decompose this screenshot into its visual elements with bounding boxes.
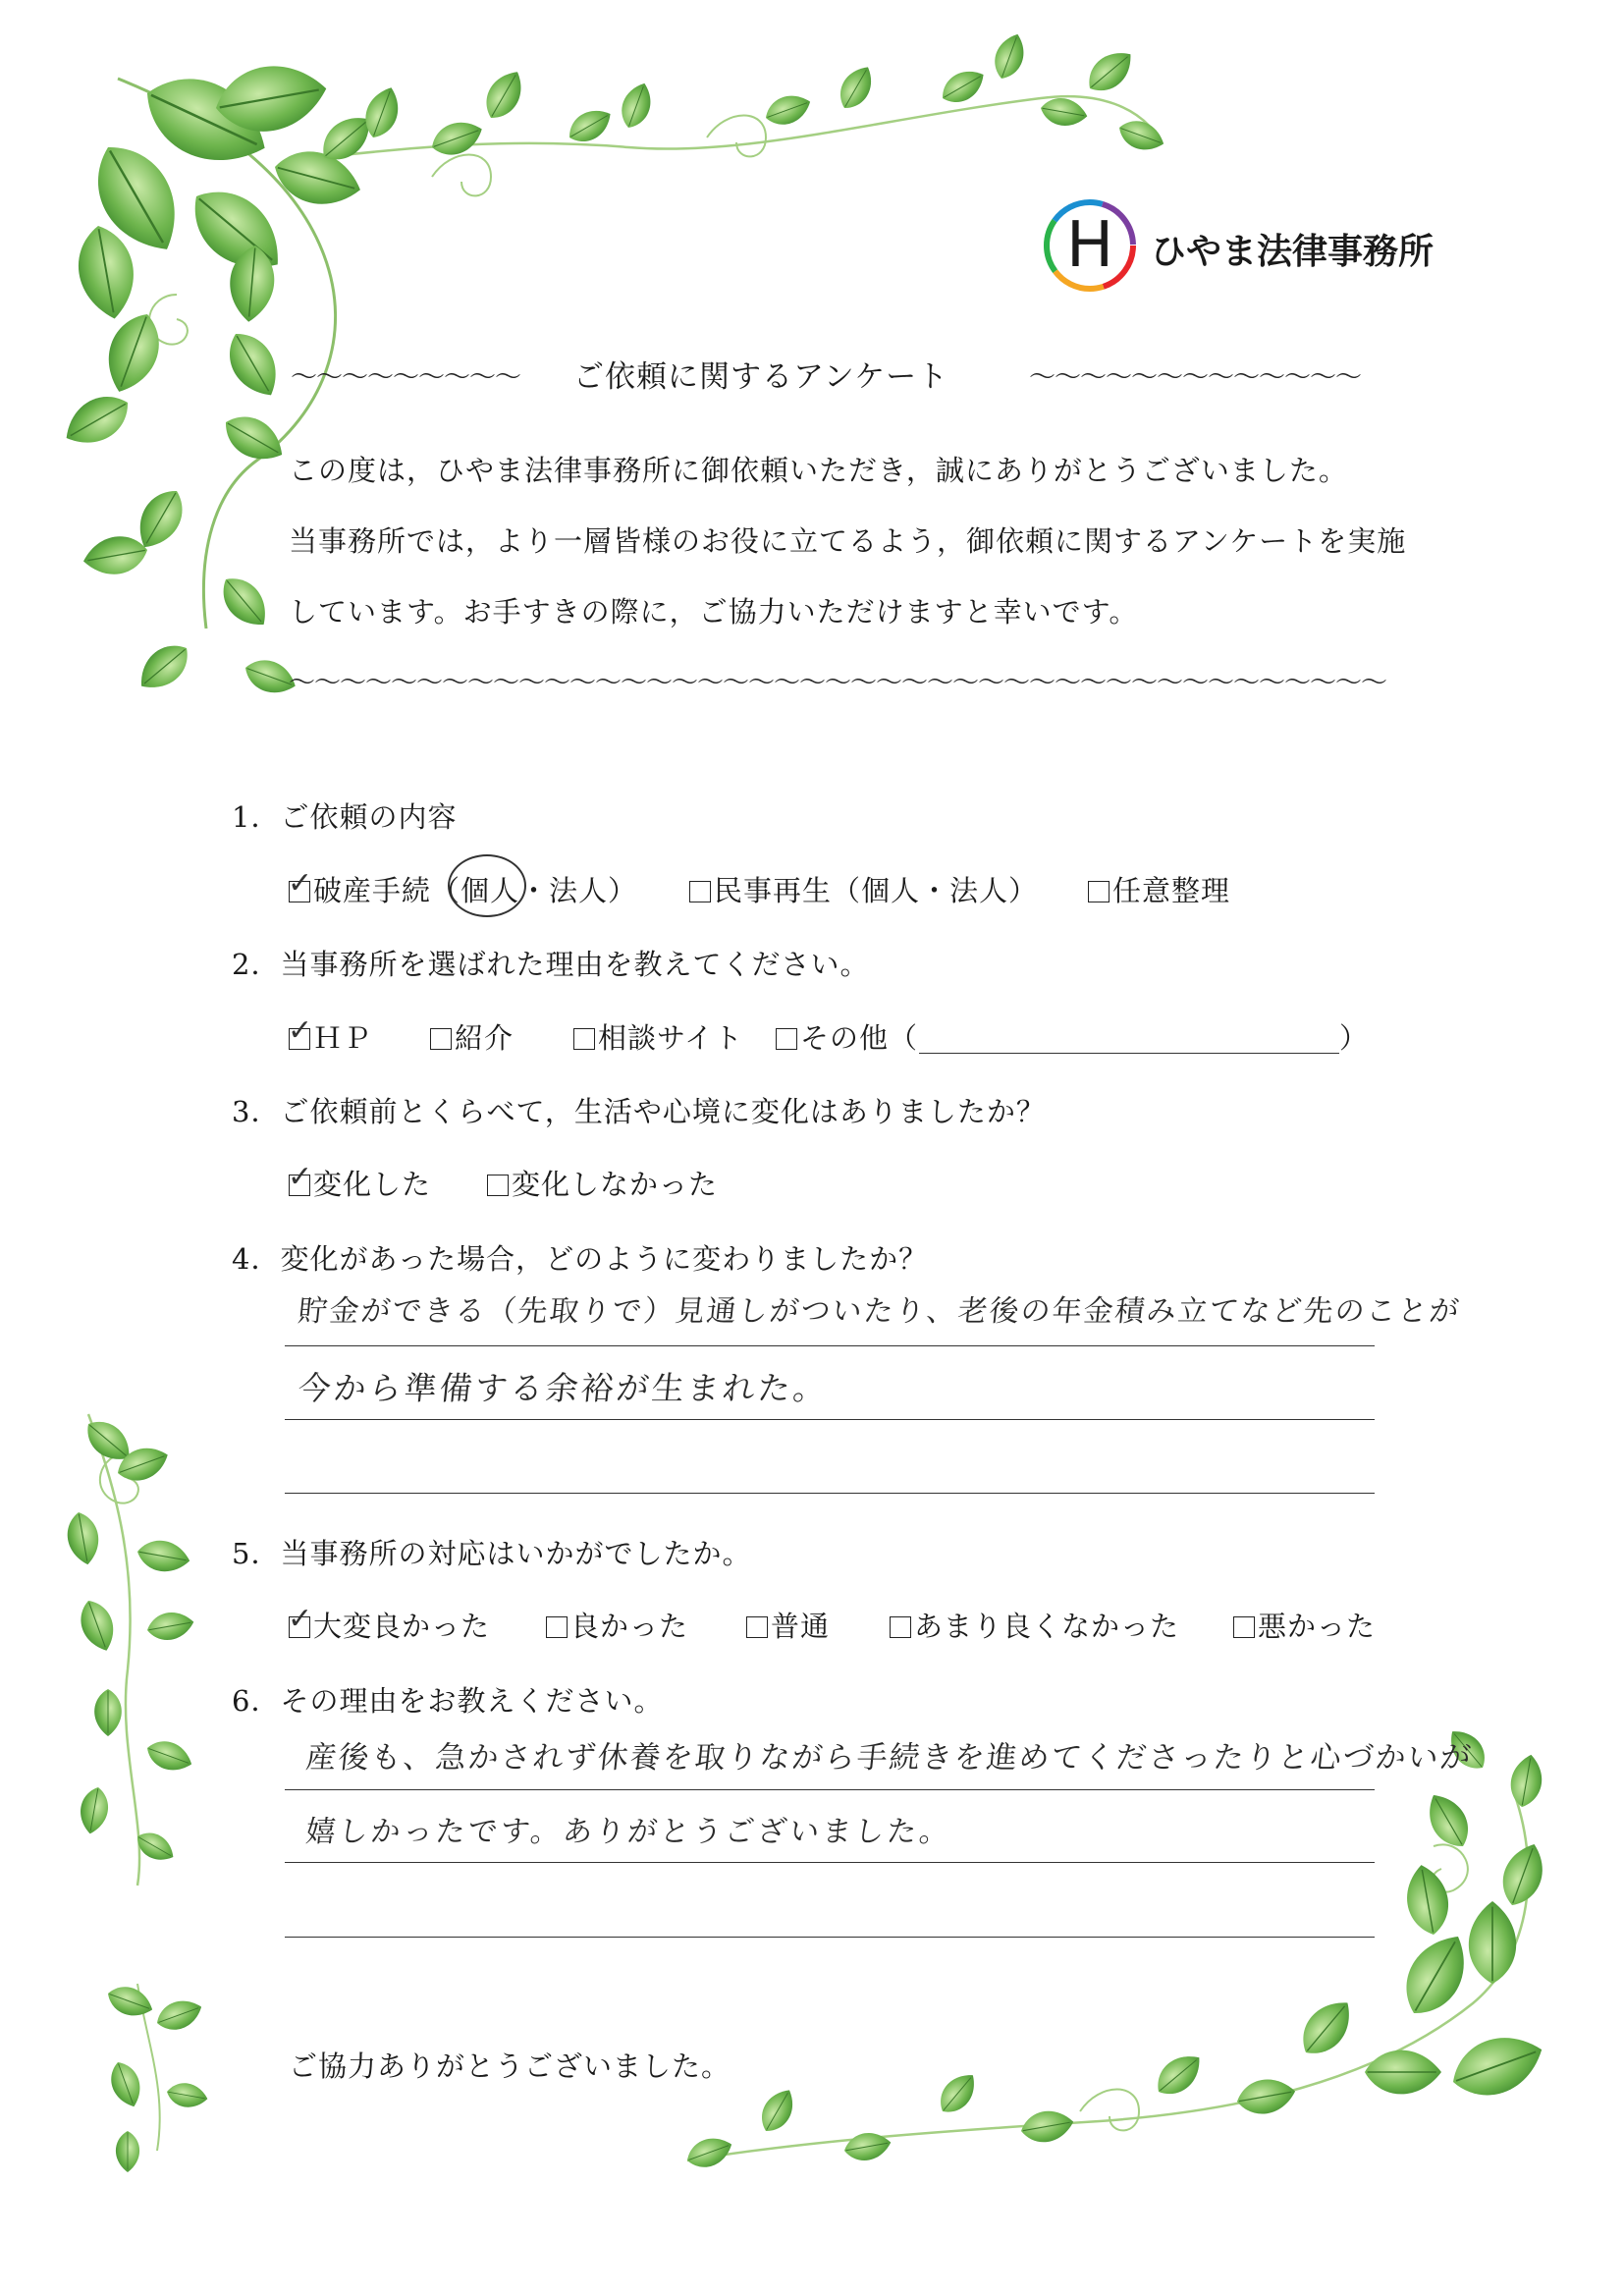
q6-answer-line-1: 産後も、急かされず休養を取りながら手続きを進めてくださったりと心づかいが: [303, 1740, 1475, 1776]
intro-line-2: 当事務所では，より一層皆様のお役に立てるよう，御依頼に関するアンケートを実施: [289, 524, 1407, 558]
logo: [1041, 196, 1453, 295]
q2-option-label: 紹介: [455, 1021, 514, 1055]
closing-thanks: ご協力ありがとうございました。: [289, 2050, 731, 2083]
q3-option-label: 変化しなかった: [512, 1168, 719, 1201]
question-1-label: 1．ご依頼の内容: [232, 800, 458, 834]
q3-option-label: 変化した: [313, 1168, 432, 1201]
question-6-label: 6．その理由をお教えください。: [232, 1684, 664, 1718]
question-2-label: 2．当事務所を選ばれた理由を教えてください。: [232, 948, 870, 981]
q5-option-label: 良かった: [570, 1610, 689, 1643]
checkbox-checked[interactable]: [288, 1602, 314, 1638]
question-3-label: 3．ご依頼前とくらべて，生活や心境に変化はありましたか？: [232, 1095, 1046, 1128]
checkbox-unchecked[interactable]: [776, 1028, 797, 1050]
q1-option-voluntary[interactable]: [1088, 869, 1230, 909]
survey-title: ご依頼に関するアンケート: [573, 359, 949, 395]
check-mark-icon: ✓: [288, 866, 314, 901]
q4-answer-rule-2: [285, 1419, 1375, 1420]
checkbox-unchecked[interactable]: [487, 1175, 509, 1196]
checkbox-unchecked[interactable]: [746, 1616, 768, 1638]
check-mark-icon: ✓: [288, 1160, 314, 1194]
q2-option-hp[interactable]: [288, 1013, 373, 1057]
vine-bottom-left: [103, 1981, 209, 2172]
q5-option-label: 悪かった: [1258, 1610, 1377, 1643]
checkbox-unchecked[interactable]: [890, 1616, 911, 1638]
checkbox-unchecked[interactable]: [1233, 1616, 1255, 1638]
q2-option-other[interactable]: [776, 1016, 918, 1057]
q6-answer-rule-2: [285, 1862, 1375, 1863]
intro-wave-bottom: 〜〜〜〜〜〜〜〜〜〜〜〜〜〜〜〜〜〜〜〜〜〜〜〜〜〜〜〜〜〜〜〜〜〜〜〜〜〜〜〜〜〜〜: [289, 668, 1386, 698]
q5-option-bad[interactable]: [1233, 1605, 1376, 1645]
q4-answer-rule-1: [285, 1345, 1375, 1346]
q5-option-very-good[interactable]: [288, 1602, 491, 1645]
q4-answer-line-1: 貯金ができる（先取りで）見通しがついたり、老後の年金積み立てなど先のことが: [296, 1294, 1463, 1329]
q5-option-label: 大変良かった: [313, 1610, 491, 1643]
checkbox-checked[interactable]: [288, 1013, 314, 1050]
check-mark-icon: ✓: [288, 1602, 314, 1636]
checkbox-unchecked[interactable]: [430, 1028, 452, 1050]
hand-drawn-circle: [448, 854, 526, 917]
q4-answer-rule-3: [285, 1493, 1375, 1494]
logo-name: ひやま法律事務所: [1151, 231, 1435, 272]
q5-option-normal[interactable]: [746, 1605, 830, 1645]
q5-option-label: あまり良くなかった: [914, 1610, 1180, 1643]
q2-option-referral[interactable]: [430, 1016, 514, 1057]
q5-option-label: 普通: [771, 1610, 831, 1643]
q3-option-changed[interactable]: [288, 1160, 432, 1203]
question-5-label: 5．当事務所の対応はいかがでしたか。: [232, 1537, 752, 1570]
q4-answer-line-2: 今から準備する余裕が生まれた。: [296, 1369, 831, 1407]
q6-answer-rule-3: [285, 1937, 1375, 1938]
logo-mark: H: [1065, 209, 1114, 282]
header-wave-left: 〜〜〜〜〜〜〜〜〜: [291, 362, 520, 393]
q3-option-unchanged[interactable]: [487, 1163, 718, 1203]
q6-answer-line-2: 嬉しかったです。ありがとうございました。: [303, 1815, 954, 1849]
q2-option-label: ＨＰ: [313, 1021, 373, 1055]
header-wave-right: 〜〜〜〜〜〜〜〜〜〜〜〜〜: [1029, 362, 1361, 393]
vine-left-middle: [64, 1412, 196, 1886]
q5-option-good[interactable]: [546, 1605, 688, 1645]
q6-answer-rule-1: [285, 1789, 1375, 1790]
q2-option-consult-site[interactable]: [573, 1016, 743, 1057]
q1-option-label: 任意整理: [1112, 874, 1231, 907]
intro-line-3: しています。お手すきの際に，ご協力いただけますと幸いです。: [289, 595, 1139, 629]
checkbox-unchecked[interactable]: [1088, 881, 1110, 902]
q2-other-close-paren: ）: [1339, 1021, 1370, 1055]
q2-option-label: その他（: [800, 1021, 919, 1055]
q2-other-input[interactable]: [919, 1053, 1339, 1054]
checkbox-unchecked[interactable]: [689, 881, 711, 902]
checkbox-checked[interactable]: [288, 1160, 314, 1196]
checkbox-checked[interactable]: [288, 866, 314, 902]
q1-option-label: 破産手続（個人・法人）: [313, 874, 638, 907]
vine-bottom-right: [682, 1722, 1551, 2173]
q1-option-civil-rehab[interactable]: [689, 869, 1038, 909]
checkbox-unchecked[interactable]: [546, 1616, 568, 1638]
intro-line-1: この度は，ひやま法律事務所に御依頼いただき，誠にありがとうございました。: [289, 454, 1348, 487]
check-mark-icon: ✓: [288, 1013, 314, 1048]
q1-option-label: 民事再生（個人・法人）: [714, 874, 1039, 907]
q2-option-label: 相談サイト: [598, 1021, 743, 1055]
question-4-label: 4．変化があった場合，どのように変わりましたか？: [232, 1242, 929, 1276]
q5-option-not-good[interactable]: [890, 1605, 1179, 1645]
checkbox-unchecked[interactable]: [573, 1028, 595, 1050]
